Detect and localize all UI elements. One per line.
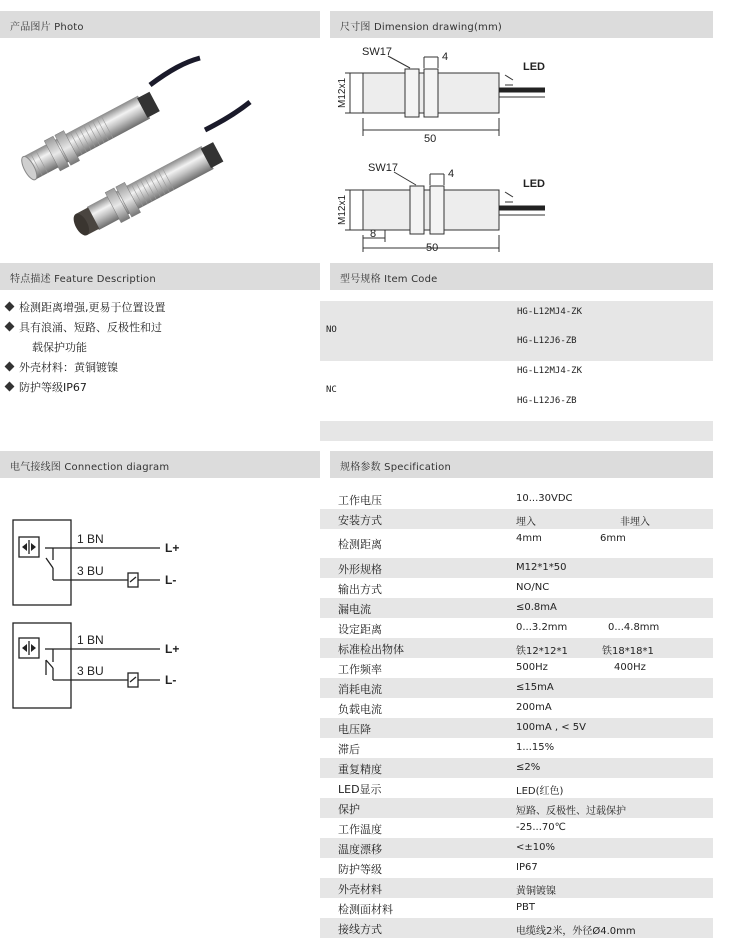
diamond-bullet-icon bbox=[5, 382, 15, 392]
bottom-nut: 4 bbox=[448, 168, 455, 180]
spec-row: 滞后 1...15% bbox=[338, 742, 555, 756]
spec-row: 漏电流 ≤0.8mA bbox=[320, 598, 713, 618]
spec-row: 安装方式 埋入 非埋入 bbox=[320, 509, 713, 529]
spec-row: 保护 短路、反极性、过载保护 bbox=[320, 798, 713, 818]
item-code-row-no: NO HG-L12MJ4-ZK HG-L12J6-ZB bbox=[320, 301, 713, 361]
d1-plus: L+ bbox=[165, 541, 180, 555]
spec-header: 规格参数 Specification bbox=[330, 451, 713, 478]
d1-wire1: 1 BN bbox=[77, 532, 104, 546]
dimension-header: 尺寸图 Dimension drawing(mm) bbox=[330, 11, 713, 38]
feature-header: 特点描述 Feature Description bbox=[0, 263, 320, 290]
d2-minus: L- bbox=[165, 673, 177, 687]
top-length: 50 bbox=[424, 133, 437, 145]
item-code-row-nc: NC HG-L12MJ4-ZK HG-L12J6-ZB bbox=[326, 366, 583, 406]
dimension-top bbox=[345, 56, 545, 136]
spec-row: 检测面材料 PBT bbox=[338, 902, 535, 916]
spec-row: 防护等级 IP67 bbox=[338, 862, 538, 876]
connection-diagram bbox=[0, 510, 200, 710]
spec-row: 设定距离 0...3.2mm 0...4.8mm bbox=[338, 622, 660, 636]
spec-row: 检测距离 4mm 6mm bbox=[338, 533, 626, 551]
spec-row: 工作频率 500Hz 400Hz bbox=[338, 662, 646, 676]
feature-item: 防护等级IP67 bbox=[4, 379, 87, 395]
spec-row: LED显示 LED(红色) bbox=[338, 783, 564, 797]
bottom-wrench: SW17 bbox=[368, 162, 398, 174]
spec-row: 接线方式 电缆线2米，外径Ø4.0mm bbox=[320, 918, 713, 938]
bottom-offset: 8 bbox=[370, 228, 377, 240]
connection-header: 电气接线图 Connection diagram bbox=[0, 451, 320, 478]
spec-row: 工作电压 10...30VDC bbox=[338, 493, 573, 507]
photo-header: 产品图片 Photo bbox=[0, 11, 320, 38]
feature-item-continued: 载保护功能 bbox=[32, 341, 87, 354]
top-thread: M12x1 bbox=[337, 77, 348, 108]
top-wrench: SW17 bbox=[362, 46, 392, 58]
spec-row: 重复精度 ≤2% bbox=[320, 758, 713, 778]
d2-wire1: 1 BN bbox=[77, 633, 104, 647]
spec-row: 外形规格 M12*1*50 bbox=[320, 558, 713, 578]
product-photo bbox=[0, 40, 320, 255]
top-nut: 4 bbox=[442, 51, 449, 63]
diamond-bullet-icon bbox=[5, 322, 15, 332]
d2-plus: L+ bbox=[165, 642, 180, 656]
diamond-bullet-icon bbox=[5, 302, 15, 312]
spec-row: 温度漂移 <±10% bbox=[320, 838, 713, 858]
bottom-thread: M12x1 bbox=[337, 194, 348, 225]
dimension-bottom bbox=[345, 172, 545, 252]
item-code-header: 型号规格 Item Code bbox=[330, 263, 713, 290]
d1-wire2: 3 BU bbox=[77, 564, 104, 578]
top-led: LED bbox=[523, 61, 545, 73]
spec-row: 标准检出物体 铁12*12*1 铁18*18*1 bbox=[320, 638, 713, 658]
spec-row: 负载电流 200mA bbox=[338, 702, 552, 716]
spec-row: 电压降 100mA , < 5V bbox=[320, 718, 713, 738]
spec-row: 输出方式 NO/NC bbox=[338, 582, 550, 596]
item-code-spacer bbox=[320, 421, 713, 441]
spec-row: 消耗电流 ≤15mA bbox=[320, 678, 713, 698]
d1-minus: L- bbox=[165, 573, 177, 587]
bottom-led: LED bbox=[523, 178, 545, 190]
feature-item: 外壳材料：黄铜镀镍 bbox=[4, 359, 118, 375]
d2-wire2: 3 BU bbox=[77, 664, 104, 678]
bottom-length: 50 bbox=[426, 242, 439, 254]
spec-row: 外壳材料 黄铜镀镍 bbox=[320, 878, 713, 898]
diamond-bullet-icon bbox=[5, 362, 15, 372]
dimension-drawing bbox=[330, 40, 713, 255]
feature-item: 检测距离增强,更易于位置设置 bbox=[4, 299, 166, 315]
spec-row: 工作温度 -25...70℃ bbox=[338, 822, 566, 836]
feature-item: 具有浪涌、短路、反极性和过 bbox=[4, 319, 162, 335]
